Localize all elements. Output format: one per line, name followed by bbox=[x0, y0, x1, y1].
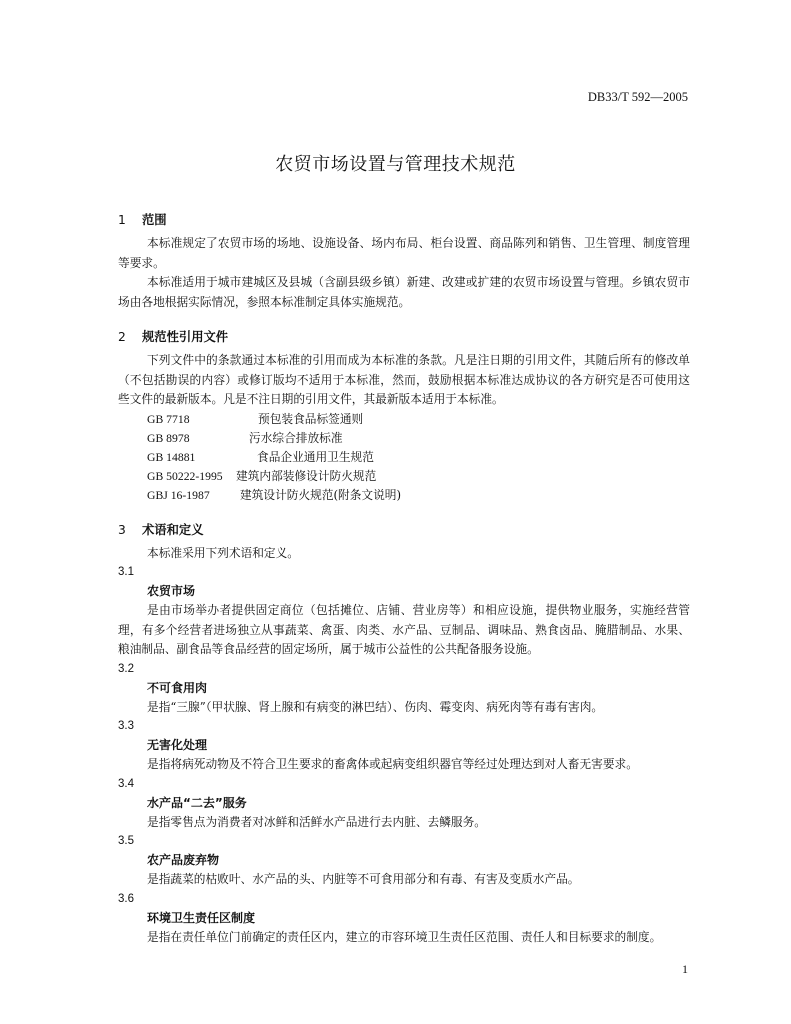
term-number: 3.5 bbox=[118, 835, 134, 847]
term-name: 不可食用肉 bbox=[147, 680, 208, 695]
term-name: 环境卫生责任区制度 bbox=[147, 910, 256, 925]
section-heading-terms-definitions bbox=[118, 520, 690, 540]
term-number: 3.3 bbox=[118, 720, 134, 732]
term-number: 3.6 bbox=[118, 892, 134, 905]
paragraph: 本标准采用下列术语和定义。 bbox=[147, 545, 299, 560]
paragraph: 下列文件中的条款通过本标准的引用而成为本标准的条款。凡是注日期的引用文件，其随后所有的修改单（不包括勘误的内容）或修订版均不适用于本标准，然而，鼓励根据本标准达成协议的各方研究是否可使用这些文件的最新版本。凡是不注日期的引用文件，其最新版本适用于本标准。 bbox=[118, 353, 690, 406]
reference-row bbox=[118, 410, 690, 429]
section-title: 规范性引用文件 bbox=[142, 330, 229, 344]
document-code: DB33/T 592—2005 bbox=[587, 90, 688, 104]
reference-row bbox=[118, 486, 690, 505]
section-number: 2 bbox=[118, 330, 126, 344]
reference-code: GB 8978 bbox=[147, 431, 190, 445]
reference-name: 食品企业通用卫生规范 bbox=[257, 449, 374, 464]
section-heading-scope bbox=[118, 210, 690, 230]
paragraph: 本标准适用于城市建城区及县城（含副县级乡镇）新建、改建或扩建的农贸市场设置与管理。乡镇农贸市场由各地根据实际情况，参照本标准制定具体实施规范。 bbox=[118, 275, 690, 309]
section-number: 1 bbox=[118, 213, 126, 227]
term-number: 3.1 bbox=[118, 566, 134, 578]
reference-name: 建筑内部装修设计防火规范 bbox=[236, 468, 377, 483]
reference-name: 预包装食品标签通则 bbox=[258, 411, 364, 426]
term-name: 水产品“二去”服务 bbox=[147, 795, 247, 810]
reference-name: 建筑设计防火规范(附条文说明) bbox=[240, 487, 402, 502]
term-name: 农贸市场 bbox=[147, 584, 196, 598]
reference-row bbox=[118, 467, 690, 486]
reference-code: GB 14881 bbox=[147, 450, 196, 464]
term-name: 农产品废弃物 bbox=[147, 853, 220, 867]
section-title: 范围 bbox=[142, 213, 167, 227]
paragraph: 本标准规定了农贸市场的场地、设施设备、场内布局、柜台设置、商品陈列和销售、卫生管理、制度管理等要求。 bbox=[118, 236, 690, 270]
term-definition: 是由市场举办者提供固定商位（包括摊位、店铺、营业房等）和相应设施，提供物业服务，实施经营管理，有多个经营者进场独立从事蔬菜、禽蛋、肉类、水产品、豆制品、调味品、熟食卤品、腌腊制品、水果、粮油制品、副食品等食品经营的固定场所，属于城市公益性的公共配备服务设施。 bbox=[118, 603, 690, 656]
term-number: 3.2 bbox=[118, 662, 134, 675]
term-definition: 是指在责任单位门前确定的责任区内，建立的市容环境卫生责任区范围、责任人和目标要求的制度。 bbox=[147, 929, 662, 944]
term-definition: 是指蔬菜的枯败叶、水产品的头、内脏等不可食用部分和有毒、有害及变质水产品。 bbox=[147, 872, 580, 886]
section-heading-normative-references bbox=[118, 327, 690, 347]
reference-code: GB 7718 bbox=[147, 412, 190, 426]
reference-row bbox=[118, 429, 690, 448]
section-title: 术语和定义 bbox=[142, 522, 204, 537]
term-name: 无害化处理 bbox=[147, 738, 208, 752]
reference-code: GBJ 16-1987 bbox=[147, 488, 210, 502]
reference-code: GB 50222-1995 bbox=[147, 469, 223, 483]
term-number: 3.4 bbox=[118, 777, 134, 790]
reference-row bbox=[118, 448, 690, 467]
term-definition: 是指“三腺”（甲状腺、肾上腺和有病变的淋巴结）、伤肉、霉变肉、病死肉等有毒有害肉。 bbox=[147, 699, 604, 714]
document-body bbox=[118, 210, 690, 947]
term-definition: 是指将病死动物及不符合卫生要求的畜禽体或起病变组织器官等经过处理达到对人畜无害要求。 bbox=[147, 757, 638, 771]
reference-name: 污水综合排放标准 bbox=[249, 430, 343, 445]
term-definition: 是指零售点为消费者对冰鲜和活鲜水产品进行去内脏、去鳞服务。 bbox=[147, 814, 486, 829]
page-number: 1 bbox=[682, 962, 688, 976]
document-title: 农贸市场设置与管理技术规范 bbox=[275, 154, 516, 175]
section-number: 3 bbox=[118, 522, 126, 537]
